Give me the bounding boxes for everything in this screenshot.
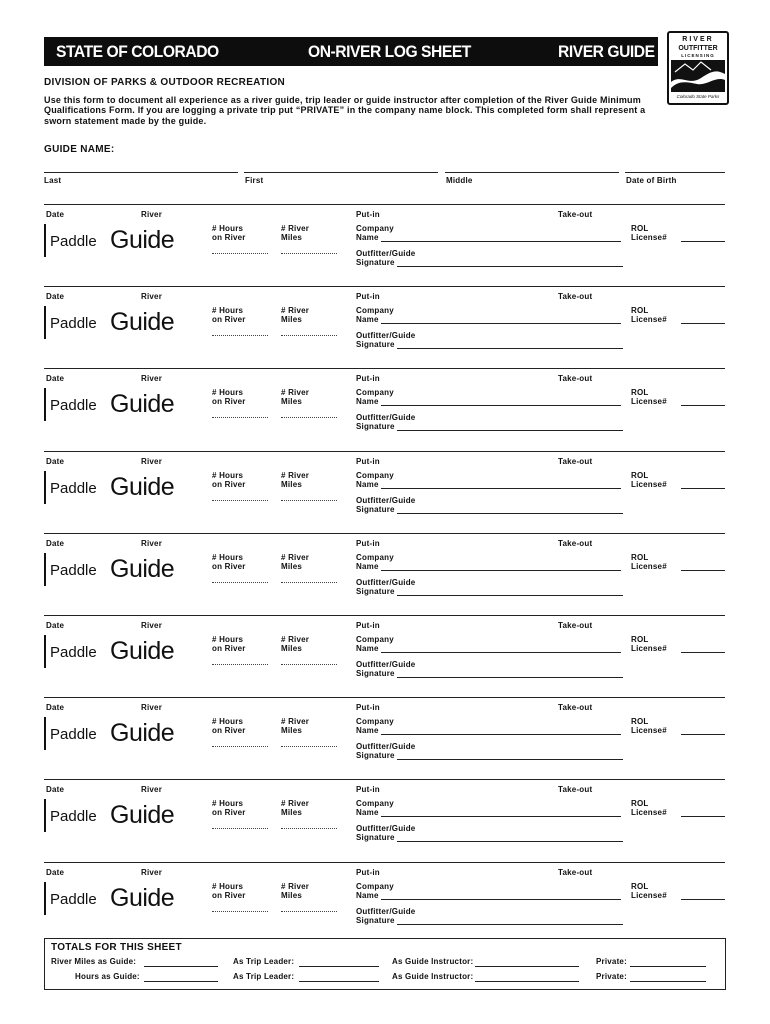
date-label: Date xyxy=(46,868,65,877)
paddle-guide-brand xyxy=(44,635,202,668)
company-name-field[interactable] xyxy=(381,652,621,653)
hours-label-line1: # Hours xyxy=(212,224,244,233)
hours-guide-instructor-label: As Guide Instructor: xyxy=(392,972,474,981)
miles-label-line1: # River xyxy=(281,306,310,315)
takeout-label: Take-out xyxy=(558,292,593,301)
rol-license-field[interactable] xyxy=(681,488,725,489)
hours-label-line1: # Hours xyxy=(212,471,244,480)
hours-trip-leader-label: As Trip Leader: xyxy=(233,972,295,981)
company-name-field[interactable] xyxy=(381,241,621,242)
rol-license-field[interactable] xyxy=(681,899,725,900)
log-entry xyxy=(0,778,770,860)
hours-field[interactable] xyxy=(212,746,268,747)
header-title: ON-RIVER LOG SHEET xyxy=(308,42,471,61)
company-label-line1: Company xyxy=(356,306,394,315)
date-label: Date xyxy=(46,539,65,548)
takeout-label: Take-out xyxy=(558,621,593,630)
paddle-guide-brand xyxy=(44,799,202,832)
log-entry xyxy=(0,614,770,696)
miles-guide-instructor-field[interactable] xyxy=(475,966,579,967)
company-name-field[interactable] xyxy=(381,488,621,489)
rol-license-field[interactable] xyxy=(681,570,725,571)
paddle-label: Paddle xyxy=(50,562,97,579)
rol-license-field[interactable] xyxy=(681,241,725,242)
hours-private-label: Private: xyxy=(596,972,627,981)
hours-label-line2: on River xyxy=(212,891,246,900)
header-banner xyxy=(44,37,658,66)
putin-label: Put-in xyxy=(356,621,380,630)
totals-box xyxy=(44,938,726,990)
company-label-line2: Name xyxy=(356,562,379,571)
company-label-line1: Company xyxy=(356,635,394,644)
header-state: STATE OF COLORADO xyxy=(56,42,219,61)
rol-label-line2: License# xyxy=(631,808,667,817)
river-label: River xyxy=(141,539,163,548)
river-label: River xyxy=(141,374,163,383)
guide-label: Guide xyxy=(110,637,175,665)
hours-field[interactable] xyxy=(212,500,268,501)
totals-title: TOTALS FOR THIS SHEET xyxy=(51,942,182,953)
rol-label-line1: ROL xyxy=(631,224,649,233)
signature-label-line1: Outfitter/Guide xyxy=(356,413,416,422)
miles-field[interactable] xyxy=(281,828,337,829)
signature-label-line2: Signature xyxy=(356,916,395,925)
date-label: Date xyxy=(46,374,65,383)
river-miles-as-guide-field[interactable] xyxy=(144,966,218,967)
signature-label-line2: Signature xyxy=(356,669,395,678)
date-label: Date xyxy=(46,785,65,794)
rol-license-field[interactable] xyxy=(681,816,725,817)
putin-label: Put-in xyxy=(356,868,380,877)
signature-field[interactable] xyxy=(397,513,623,514)
miles-field[interactable] xyxy=(281,664,337,665)
putin-label: Put-in xyxy=(356,457,380,466)
hours-label-line1: # Hours xyxy=(212,717,244,726)
putin-label: Put-in xyxy=(356,539,380,548)
company-name-field[interactable] xyxy=(381,323,621,324)
river-label: River xyxy=(141,292,163,301)
rol-label-line2: License# xyxy=(631,726,667,735)
miles-field[interactable] xyxy=(281,911,337,912)
takeout-label: Take-out xyxy=(558,868,593,877)
paddle-label: Paddle xyxy=(50,726,97,743)
signature-label-line1: Outfitter/Guide xyxy=(356,742,416,751)
log-entry xyxy=(0,696,770,778)
log-entry xyxy=(0,285,770,367)
signature-label-line1: Outfitter/Guide xyxy=(356,331,416,340)
hours-label-line2: on River xyxy=(212,233,246,242)
signature-label-line2: Signature xyxy=(356,587,395,596)
paddle-label: Paddle xyxy=(50,397,97,414)
company-label-line1: Company xyxy=(356,882,394,891)
paddle-guide-brand xyxy=(44,224,202,257)
paddle-label: Paddle xyxy=(50,233,97,250)
log-entry xyxy=(0,450,770,532)
miles-field[interactable] xyxy=(281,500,337,501)
hours-label-line1: # Hours xyxy=(212,388,244,397)
signature-label-line2: Signature xyxy=(356,751,395,760)
rol-label-line2: License# xyxy=(631,644,667,653)
guide-label: Guide xyxy=(110,226,175,254)
rol-license-field[interactable] xyxy=(681,323,725,324)
paddle-label: Paddle xyxy=(50,808,97,825)
company-label-line1: Company xyxy=(356,799,394,808)
date-label: Date xyxy=(46,703,65,712)
putin-label: Put-in xyxy=(356,210,380,219)
entry-top-rule xyxy=(44,286,725,287)
middle-name-field[interactable] xyxy=(445,172,619,173)
miles-label-line2: Miles xyxy=(281,644,303,653)
miles-label-line2: Miles xyxy=(281,480,303,489)
signature-field[interactable] xyxy=(397,430,623,431)
paddle-guide-brand xyxy=(44,553,202,586)
signature-label-line1: Outfitter/Guide xyxy=(356,249,416,258)
miles-private-label: Private: xyxy=(596,957,627,966)
miles-label-line2: Miles xyxy=(281,808,303,817)
logo-mid-text2: LICENSING xyxy=(681,53,715,58)
last-label: Last xyxy=(44,176,62,185)
entry-top-rule xyxy=(44,451,725,452)
company-label-line2: Name xyxy=(356,891,379,900)
date-label: Date xyxy=(46,292,65,301)
putin-label: Put-in xyxy=(356,374,380,383)
rol-label-line2: License# xyxy=(631,233,667,242)
log-entry xyxy=(0,367,770,449)
rol-label-line2: License# xyxy=(631,562,667,571)
river-label: River xyxy=(141,621,163,630)
takeout-label: Take-out xyxy=(558,374,593,383)
hours-label-line2: on River xyxy=(212,726,246,735)
paddle-guide-brand xyxy=(44,882,202,915)
river-label: River xyxy=(141,703,163,712)
miles-label-line1: # River xyxy=(281,799,310,808)
hours-field[interactable] xyxy=(212,828,268,829)
signature-label-line1: Outfitter/Guide xyxy=(356,660,416,669)
log-entry xyxy=(0,532,770,614)
paddle-label: Paddle xyxy=(50,891,97,908)
putin-label: Put-in xyxy=(356,703,380,712)
last-name-field[interactable] xyxy=(44,172,238,173)
company-label-line1: Company xyxy=(356,553,394,562)
paddle-label: Paddle xyxy=(50,644,97,661)
entry-top-rule xyxy=(44,615,725,616)
miles-field[interactable] xyxy=(281,582,337,583)
company-label-line2: Name xyxy=(356,644,379,653)
dob-field[interactable] xyxy=(625,172,725,173)
hours-label-line1: # Hours xyxy=(212,553,244,562)
company-name-field[interactable] xyxy=(381,570,621,571)
paddle-guide-brand xyxy=(44,717,202,750)
rol-label-line2: License# xyxy=(631,315,667,324)
date-label: Date xyxy=(46,621,65,630)
rol-label-line1: ROL xyxy=(631,388,649,397)
hours-label-line2: on River xyxy=(212,315,246,324)
miles-label-line1: # River xyxy=(281,717,310,726)
instructions-text: Use this form to document all experience as a river guide, trip leader or guide instructor after completion of the River Guide Minimum Qualifications Form. If you are logging a private trip put “PRIVATE” in the company name block. This completed form shall represent a sworn statement made by the guide. xyxy=(44,95,646,126)
company-label-line2: Name xyxy=(356,726,379,735)
miles-label-line2: Miles xyxy=(281,397,303,406)
entry-top-rule xyxy=(44,862,725,863)
company-name-field[interactable] xyxy=(381,899,621,900)
hours-label-line2: on River xyxy=(212,480,246,489)
miles-label-line1: # River xyxy=(281,388,310,397)
middle-label: Middle xyxy=(446,176,473,185)
entry-top-rule xyxy=(44,204,725,205)
rol-label-line2: License# xyxy=(631,891,667,900)
guide-name-label: GUIDE NAME: xyxy=(44,144,115,155)
logo-bottom-text: Colorado State Parks xyxy=(676,94,720,99)
paddle-label: Paddle xyxy=(50,315,97,332)
miles-field[interactable] xyxy=(281,335,337,336)
logo-top-text: RIVER xyxy=(682,36,714,43)
river-label: River xyxy=(141,210,163,219)
signature-field[interactable] xyxy=(397,759,623,760)
entry-top-rule xyxy=(44,779,725,780)
entry-top-rule xyxy=(44,533,725,534)
first-label: First xyxy=(245,176,264,185)
paddle-guide-brand xyxy=(44,388,202,421)
signature-label-line1: Outfitter/Guide xyxy=(356,907,416,916)
guide-label: Guide xyxy=(110,555,175,583)
rol-label-line1: ROL xyxy=(631,799,649,808)
company-label-line2: Name xyxy=(356,233,379,242)
signature-field[interactable] xyxy=(397,266,623,267)
miles-field[interactable] xyxy=(281,746,337,747)
miles-label-line2: Miles xyxy=(281,562,303,571)
paddle-guide-brand xyxy=(44,471,202,504)
river-label: River xyxy=(141,785,163,794)
paddle-guide-brand xyxy=(44,306,202,339)
hours-field[interactable] xyxy=(212,664,268,665)
hours-field[interactable] xyxy=(212,582,268,583)
rol-label-line2: License# xyxy=(631,480,667,489)
putin-label: Put-in xyxy=(356,292,380,301)
guide-label: Guide xyxy=(110,308,175,336)
signature-label-line2: Signature xyxy=(356,258,395,267)
entry-top-rule xyxy=(44,697,725,698)
takeout-label: Take-out xyxy=(558,703,593,712)
hours-as-guide-field[interactable] xyxy=(144,981,218,982)
miles-field[interactable] xyxy=(281,417,337,418)
miles-private-field[interactable] xyxy=(630,966,706,967)
hours-label-line1: # Hours xyxy=(212,306,244,315)
rol-license-field[interactable] xyxy=(681,652,725,653)
hours-label-line1: # Hours xyxy=(212,799,244,808)
miles-label-line2: Miles xyxy=(281,891,303,900)
miles-label-line2: Miles xyxy=(281,315,303,324)
signature-label-line2: Signature xyxy=(356,340,395,349)
signature-field[interactable] xyxy=(397,348,623,349)
company-name-field[interactable] xyxy=(381,405,621,406)
hours-label-line1: # Hours xyxy=(212,882,244,891)
miles-label-line2: Miles xyxy=(281,233,303,242)
takeout-label: Take-out xyxy=(558,539,593,548)
signature-label-line1: Outfitter/Guide xyxy=(356,578,416,587)
hours-field[interactable] xyxy=(212,417,268,418)
hours-label-line1: # Hours xyxy=(212,635,244,644)
company-label-line1: Company xyxy=(356,224,394,233)
rol-label-line1: ROL xyxy=(631,882,649,891)
hours-field[interactable] xyxy=(212,911,268,912)
guide-label: Guide xyxy=(110,719,175,747)
signature-label-line2: Signature xyxy=(356,833,395,842)
division-title: DIVISION OF PARKS & OUTDOOR RECREATION xyxy=(44,77,286,88)
company-label-line1: Company xyxy=(356,388,394,397)
rol-license-field[interactable] xyxy=(681,405,725,406)
river-label: River xyxy=(141,457,163,466)
river-outfitter-licensing-logo xyxy=(667,31,729,105)
rol-label-line1: ROL xyxy=(631,471,649,480)
rol-label-line1: ROL xyxy=(631,306,649,315)
takeout-label: Take-out xyxy=(558,210,593,219)
miles-field[interactable] xyxy=(281,253,337,254)
first-name-field[interactable] xyxy=(244,172,438,173)
putin-label: Put-in xyxy=(356,785,380,794)
hours-private-field[interactable] xyxy=(630,981,706,982)
log-entry xyxy=(0,203,770,285)
signature-field[interactable] xyxy=(397,677,623,678)
company-label-line2: Name xyxy=(356,808,379,817)
paddle-label: Paddle xyxy=(50,480,97,497)
logo-mid-text: OUTFITTER xyxy=(678,45,718,52)
company-name-field[interactable] xyxy=(381,816,621,817)
log-entry xyxy=(0,861,770,943)
signature-label-line2: Signature xyxy=(356,422,395,431)
company-label-line2: Name xyxy=(356,480,379,489)
river-miles-as-guide-label: River Miles as Guide: xyxy=(51,957,137,966)
hours-label-line2: on River xyxy=(212,808,246,817)
rol-label-line1: ROL xyxy=(631,717,649,726)
entry-top-rule xyxy=(44,368,725,369)
guide-label: Guide xyxy=(110,884,175,912)
signature-field[interactable] xyxy=(397,924,623,925)
date-label: Date xyxy=(46,210,65,219)
company-label-line2: Name xyxy=(356,315,379,324)
guide-label: Guide xyxy=(110,473,175,501)
hours-label-line2: on River xyxy=(212,397,246,406)
miles-trip-leader-field[interactable] xyxy=(299,966,379,967)
miles-label-line1: # River xyxy=(281,882,310,891)
signature-field[interactable] xyxy=(397,595,623,596)
miles-label-line1: # River xyxy=(281,471,310,480)
company-name-field[interactable] xyxy=(381,734,621,735)
miles-label-line1: # River xyxy=(281,635,310,644)
hours-field[interactable] xyxy=(212,335,268,336)
river-label: River xyxy=(141,868,163,877)
hours-guide-instructor-field[interactable] xyxy=(475,981,579,982)
signature-label-line2: Signature xyxy=(356,505,395,514)
rol-label-line1: ROL xyxy=(631,553,649,562)
rol-license-field[interactable] xyxy=(681,734,725,735)
rol-label-line2: License# xyxy=(631,397,667,406)
hours-label-line2: on River xyxy=(212,562,246,571)
miles-label-line2: Miles xyxy=(281,726,303,735)
company-label-line1: Company xyxy=(356,717,394,726)
hours-field[interactable] xyxy=(212,253,268,254)
rol-label-line1: ROL xyxy=(631,635,649,644)
river-mountain-icon xyxy=(671,60,725,92)
miles-trip-leader-label: As Trip Leader: xyxy=(233,957,295,966)
takeout-label: Take-out xyxy=(558,785,593,794)
miles-guide-instructor-label: As Guide Instructor: xyxy=(392,957,474,966)
signature-label-line1: Outfitter/Guide xyxy=(356,824,416,833)
company-label-line1: Company xyxy=(356,471,394,480)
miles-label-line1: # River xyxy=(281,553,310,562)
hours-label-line2: on River xyxy=(212,644,246,653)
guide-label: Guide xyxy=(110,801,175,829)
company-label-line2: Name xyxy=(356,397,379,406)
header-role: RIVER GUIDE xyxy=(558,42,655,61)
hours-trip-leader-field[interactable] xyxy=(299,981,379,982)
hours-as-guide-label: Hours as Guide: xyxy=(75,972,140,981)
date-label: Date xyxy=(46,457,65,466)
takeout-label: Take-out xyxy=(558,457,593,466)
miles-label-line1: # River xyxy=(281,224,310,233)
guide-label: Guide xyxy=(110,390,175,418)
signature-field[interactable] xyxy=(397,841,623,842)
dob-label: Date of Birth xyxy=(626,176,677,185)
signature-label-line1: Outfitter/Guide xyxy=(356,496,416,505)
